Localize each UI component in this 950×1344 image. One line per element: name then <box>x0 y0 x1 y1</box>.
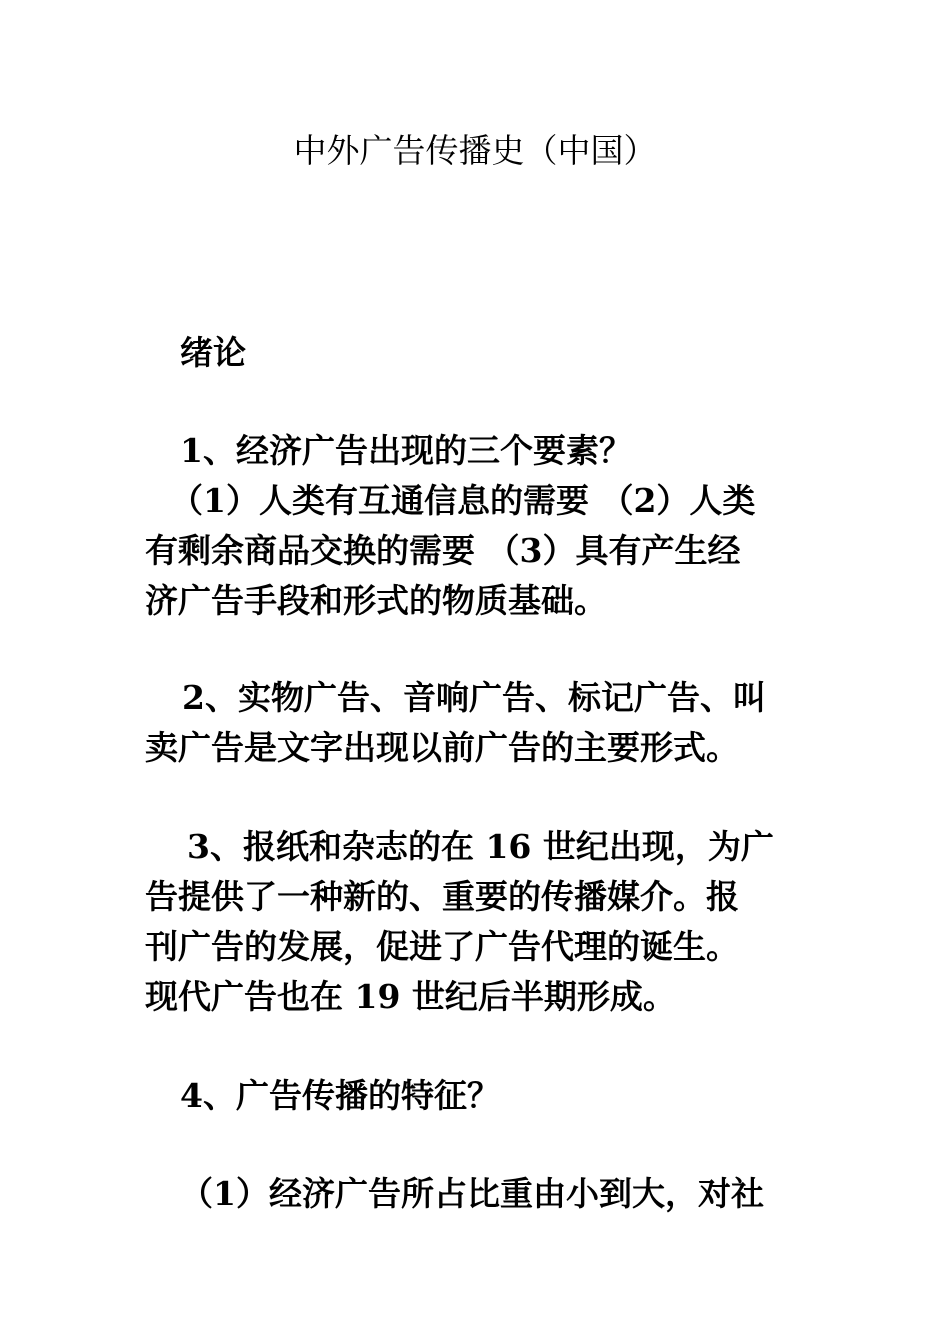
paragraph-line: 刊广告的发展，促进了广告代理的诞生。 <box>145 927 739 966</box>
paragraph-line: 有剩余商品交换的需要 （3）具有产生经 <box>145 531 741 570</box>
paragraph-item-3 <box>145 822 810 1022</box>
paragraph-line: 现代广告也在 19 世纪后半期形成。 <box>145 977 676 1016</box>
paragraph-item-1 <box>145 426 810 626</box>
paragraph-line: 济广告手段和形式的物质基础。 <box>145 581 607 620</box>
paragraph-line: 告提供了一种新的、重要的传播媒介。报 <box>145 877 739 916</box>
paragraph-item-5 <box>145 1169 810 1219</box>
paragraph-line: （1）人类有互通信息的需要 （2）人类 <box>170 481 756 520</box>
paragraph-item-2 <box>145 673 810 773</box>
paragraph-item-4 <box>145 1071 810 1121</box>
section-heading: 绪论 <box>180 333 246 372</box>
paragraph-line: 3、报纸和杂志的在 16 世纪出现，为广 <box>187 827 774 866</box>
paragraph-line: 2、实物广告、音响广告、标记广告、叫 <box>182 678 766 717</box>
paragraph-line: 4、广告传播的特征？ <box>180 1076 500 1115</box>
document-title: 中外广告传播史（中国） <box>293 131 657 170</box>
paragraph-line: 卖广告是文字出现以前广告的主要形式。 <box>145 728 739 767</box>
paragraph-line: （1）经济广告所占比重由小到大，对社 <box>180 1174 764 1213</box>
paragraph-line: 1、经济广告出现的三个要素？ <box>180 431 632 470</box>
